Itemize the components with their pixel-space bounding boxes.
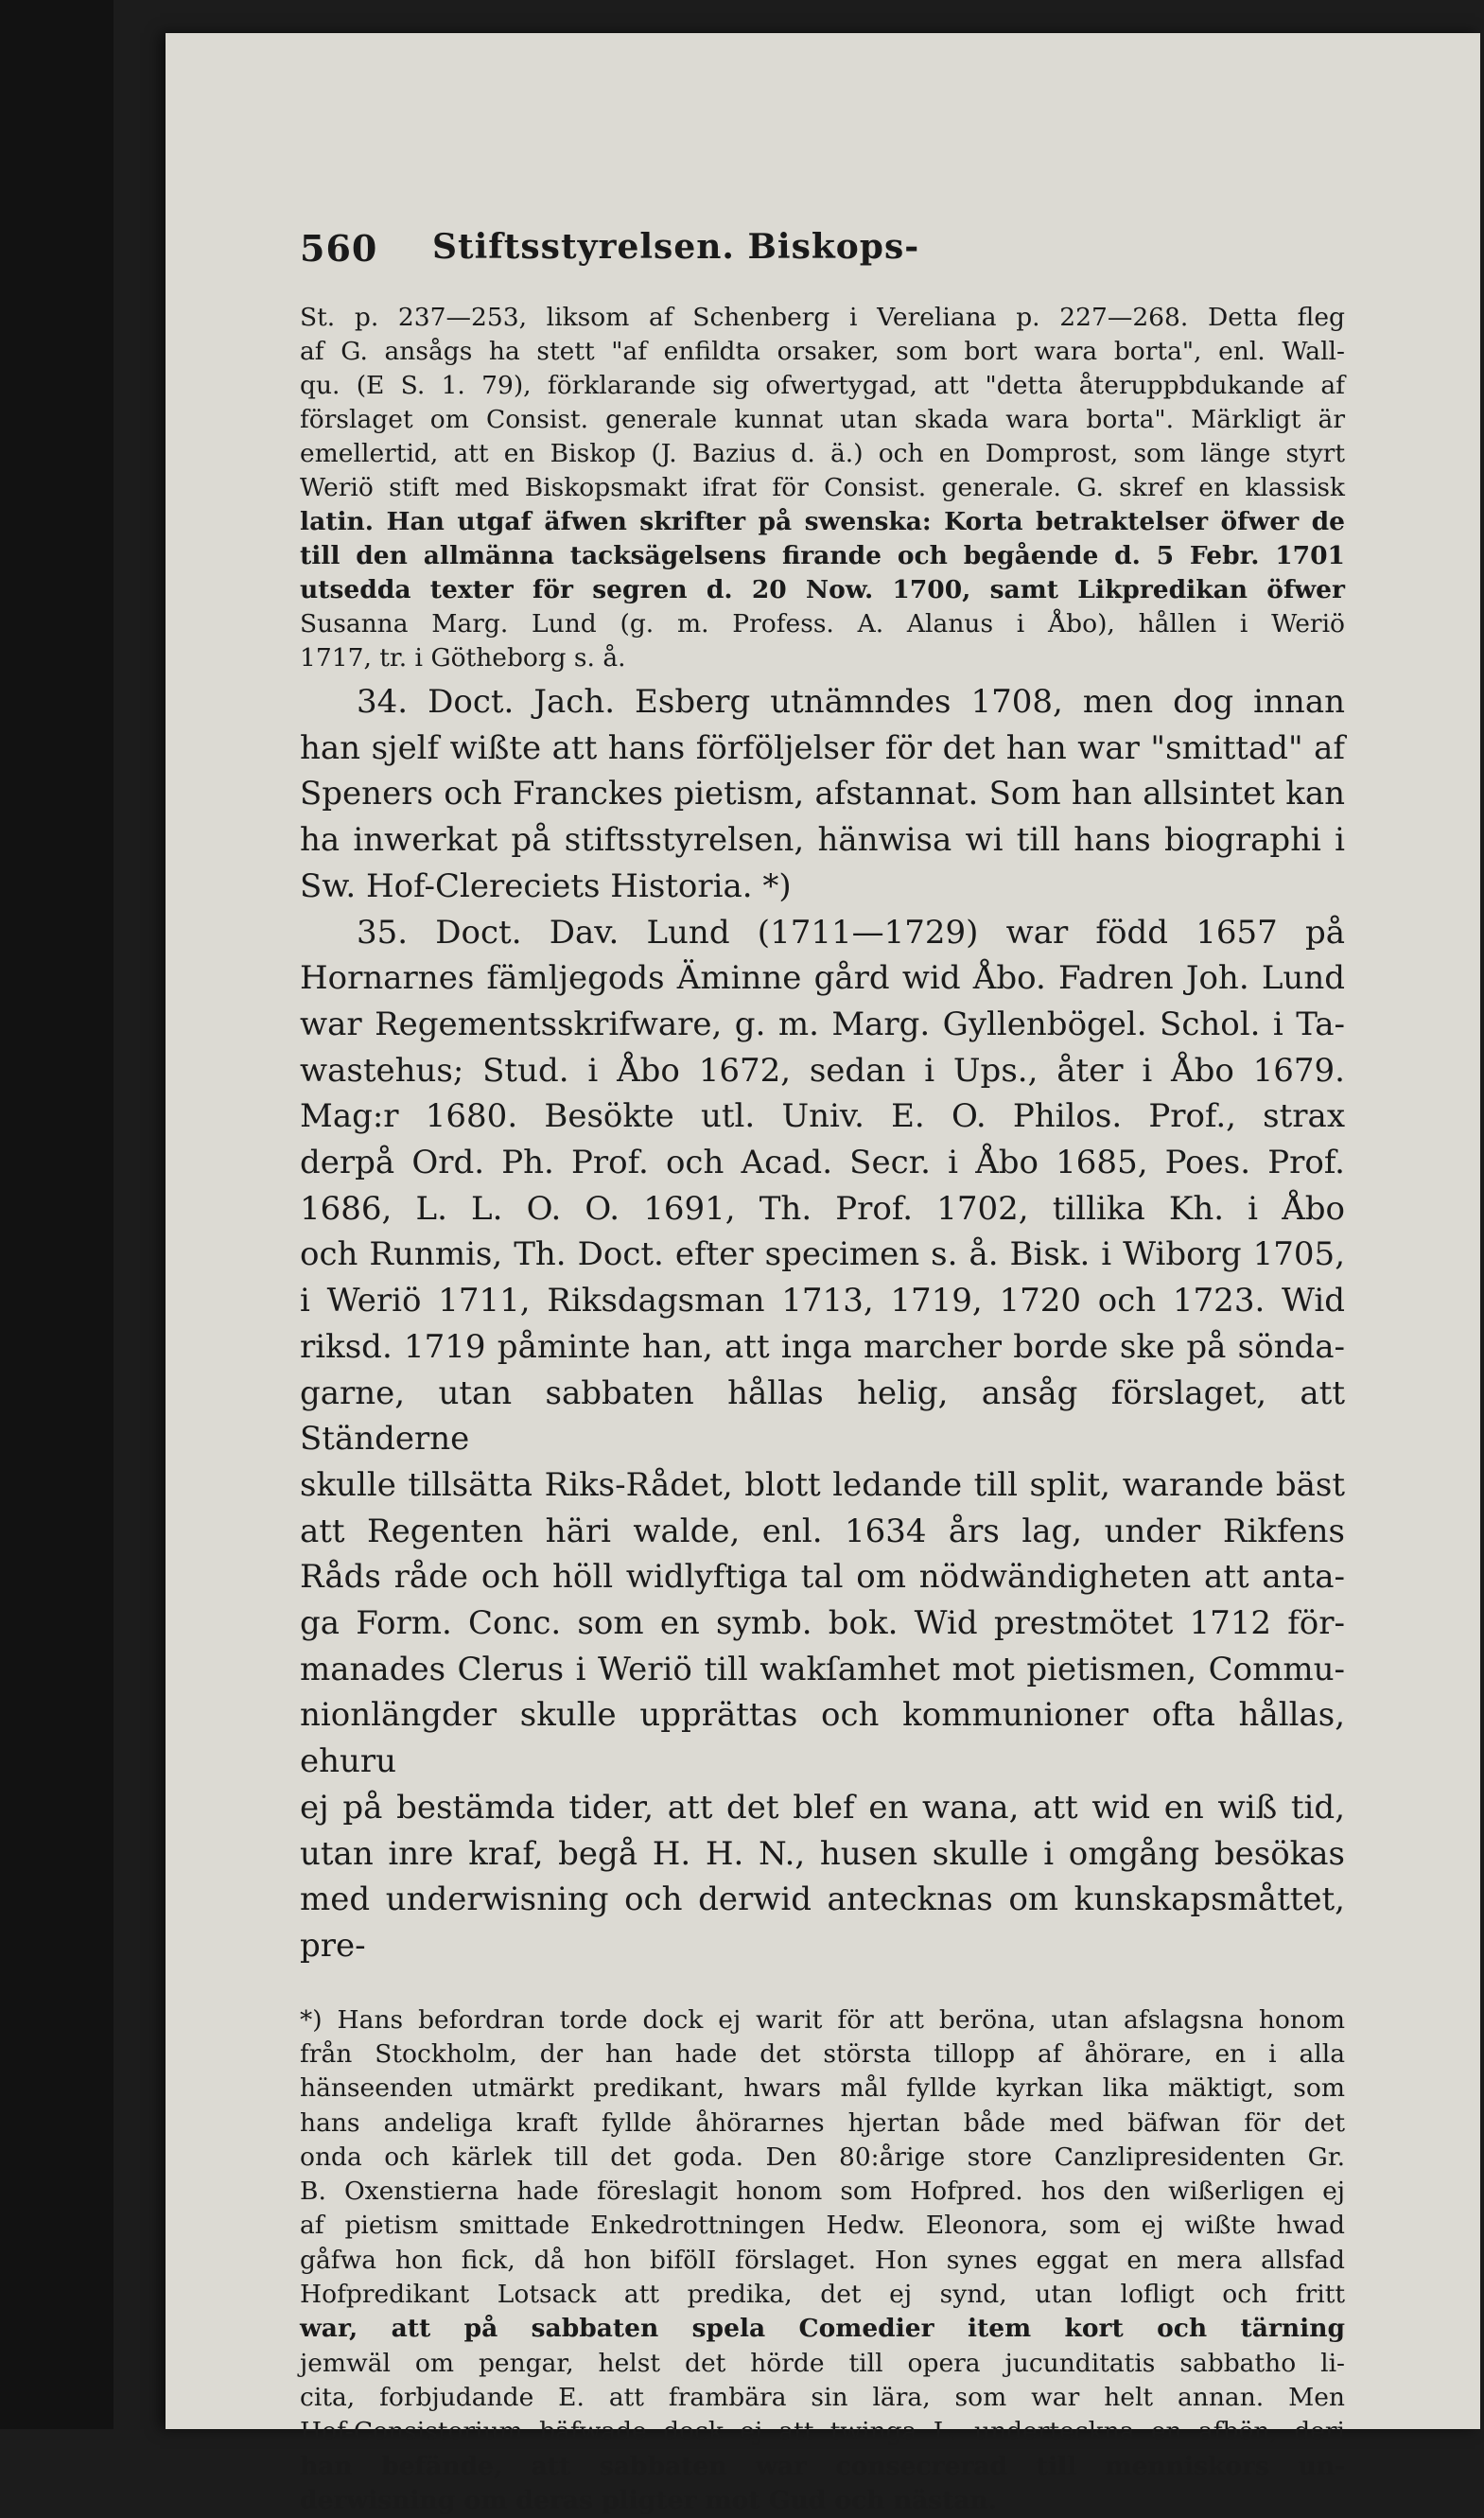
text-line: ha inwerkat på stiftsstyrelsen, hänwisa wi till hans biographi i bbox=[300, 821, 1345, 860]
text-line: 1717, tr. i Götheborg s. å. bbox=[300, 643, 626, 673]
text-line: Speners och Franckes pietism, afstannat. Som han allsintet kan bbox=[300, 775, 1345, 813]
footnote-line: onda och kärlek till det goda. Den 80:årige store Canzlipresidenten Gr. bbox=[300, 2142, 1345, 2172]
text-line: att Regenten häri walde, enl. 1634 års lag, under Rikfens bbox=[300, 1512, 1345, 1550]
main-body-text bbox=[300, 679, 1345, 1969]
footnote-line: af pietism smittade Enkedrottningen Hedw. Eleonora, som ej wißte hwad bbox=[300, 2211, 1345, 2241]
footnote bbox=[300, 2003, 1345, 2518]
text-line: Weriö stift med Biskopsmakt ifrat för Consist. generale. G. skref en klassisk bbox=[300, 473, 1345, 502]
text-line: latin. Han utgaf äfwen skrifter på swenska: Korta betraktelser öfwer de bbox=[300, 507, 1345, 536]
text-line: till den allmänna tacksägelsens firande och begående d. 5 Febr. 1701 bbox=[300, 541, 1345, 570]
text-line: Susanna Marg. Lund (g. m. Profess. A. Alanus i Åbo), hållen i Weriö bbox=[300, 609, 1345, 638]
text-line: 1686, L. L. O. O. 1691, Th. Prof. 1702, tillika Kh. i Åbo bbox=[300, 1189, 1345, 1228]
text-line: garne, utan sabbaten hållas helig, ansåg förslaget, att Ständerne bbox=[300, 1373, 1345, 1459]
text-line: nionlängder skulle upprättas och kommunioner ofta hållas, ehuru bbox=[300, 1696, 1345, 1781]
text-line: St. p. 237—253, liksom af Schenberg i Vereliana p. 227—268. Detta fleg bbox=[300, 303, 1345, 332]
page-content bbox=[300, 227, 1345, 2518]
footnote-line: derwisning om deras pligter mot Gud och nästan. bbox=[300, 2485, 997, 2515]
text-line: war Regementsskrifware, g. m. Marg. Gyllenbögel. Schol. i Ta- bbox=[300, 1005, 1345, 1043]
text-line: Sw. Hof-Clereciets Historia. *) bbox=[300, 866, 792, 905]
scan-background bbox=[0, 0, 113, 2429]
text-line: och Runmis, Th. Doct. efter specimen s. å. Bisk. i Wiborg 1705, bbox=[300, 1235, 1345, 1274]
footnote-line: war, att på sabbaten spela Comedier item kort och tärning bbox=[300, 2314, 1345, 2344]
text-line: han sjelf wißte att hans förföljelser för det han war "smittad" af bbox=[300, 728, 1345, 767]
page-header bbox=[300, 227, 1345, 286]
text-line: qu. (E S. 1. 79), förklarande sig ofwertygad, att "detta återuppbdukande af bbox=[300, 371, 1345, 400]
text-line: utsedda texter för segren d. 20 Now. 1700, samt Likpredikan öfwer bbox=[300, 575, 1345, 604]
footnote-line: cita, forbjudande E. att frambära sin lära, som war helt annan. Men bbox=[300, 2382, 1345, 2412]
text-line: Hornarnes fämljegods Äminne gård wid Åbo. Fadren Joh. Lund bbox=[300, 959, 1345, 998]
text-line: 34. Doct. Jach. Esberg utnämndes 1708, men dog innan bbox=[357, 683, 1345, 721]
footnote-line: från Stockholm, der han hade det största tillopp af åhörare, en i alla bbox=[300, 2038, 1345, 2069]
text-line: wastehus; Stud. i Åbo 1672, sedan i Ups., åter i Åbo 1679. bbox=[300, 1051, 1345, 1090]
text-line: utan inre kraf, begå H. H. N., husen skulle i omgång besökas bbox=[300, 1834, 1345, 1873]
intro-small-text bbox=[300, 301, 1345, 675]
footnote-line: han befände, att sabbaten war consecrerad till menniskors un- bbox=[300, 2451, 1345, 2481]
text-line: med underwisning och derwid antecknas om kunskapsmåttet, pre- bbox=[300, 1880, 1345, 1965]
text-line: emellertid, att en Biskop (J. Bazius d. ä.) och en Domprost, som länge styrt bbox=[300, 439, 1345, 468]
text-line: Råds råde och höll widlyftiga tal om nödwändigheten att anta- bbox=[300, 1558, 1345, 1597]
text-line: ej på bestämda tider, att det blef en wana, att wid en wiß tid, bbox=[300, 1788, 1345, 1827]
text-line: riksd. 1719 påminte han, att inga marcher borde ske på sönda- bbox=[300, 1327, 1345, 1366]
footnote-line: hans andeliga kraft fyllde åhörarnes hjertan både med bäfwan för det bbox=[300, 2107, 1345, 2138]
text-line: Mag:r 1680. Besökte utl. Univ. E. O. Philos. Prof., strax bbox=[300, 1097, 1345, 1136]
text-line: 35. Doct. Dav. Lund (1711—1729) war född 1657 på bbox=[357, 913, 1345, 952]
footnote-line: hänseenden utmärkt predikant, hwars mål fyllde kyrkan lika mäktigt, som bbox=[300, 2073, 1345, 2104]
footnote-line: gåfwa hon fick, då hon bifölI förslaget. Hon synes eggat en mera allsfad bbox=[300, 2245, 1345, 2275]
text-line: förslaget om Consist. generale kunnat utan skada wara borta". Märkligt är bbox=[300, 405, 1345, 434]
text-line: ga Form. Conc. som en symb. bok. Wid prestmötet 1712 för- bbox=[300, 1604, 1345, 1643]
footnote-line: Hofpredikant Lotsack att predika, det ej synd, utan lofligt och fritt bbox=[300, 2280, 1345, 2310]
text-line: skulle tillsätta Riks-Rådet, blott ledande till split, warande bäst bbox=[300, 1465, 1345, 1504]
text-line: derpå Ord. Ph. Prof. och Acad. Secr. i Åbo 1685, Poes. Prof. bbox=[300, 1144, 1345, 1182]
footnote-line: Hof-Consistorium bäfwade dock ej att twinga L. underteckna en afbön, deri bbox=[300, 2417, 1345, 2447]
footnote-line: B. Oxenstierna hade föreslagit honom som Hofpred. hos den wißerligen ej bbox=[300, 2177, 1345, 2207]
book-page bbox=[166, 33, 1480, 2515]
page-number: 560 bbox=[300, 227, 378, 270]
footnote-line: jemwäl om pengar, helst det hörde till opera jucunditatis sabbatho li- bbox=[300, 2348, 1345, 2378]
footnote-line: *) Hans befordran torde dock ej warit för att beröna, utan afslagsna honom bbox=[300, 2004, 1345, 2035]
running-title: Stiftsstyrelsen. Biskops- bbox=[432, 227, 920, 267]
text-line: manades Clerus i Weriö till wakſamhet mot pietismen, Commu- bbox=[300, 1650, 1345, 1688]
text-line: af G. ansågs ha stett "af enfildta orsaker, som bort wara borta", enl. Wall- bbox=[300, 337, 1345, 366]
text-line: i Weriö 1711, Riksdagsman 1713, 1719, 1720 och 1723. Wid bbox=[300, 1282, 1345, 1320]
